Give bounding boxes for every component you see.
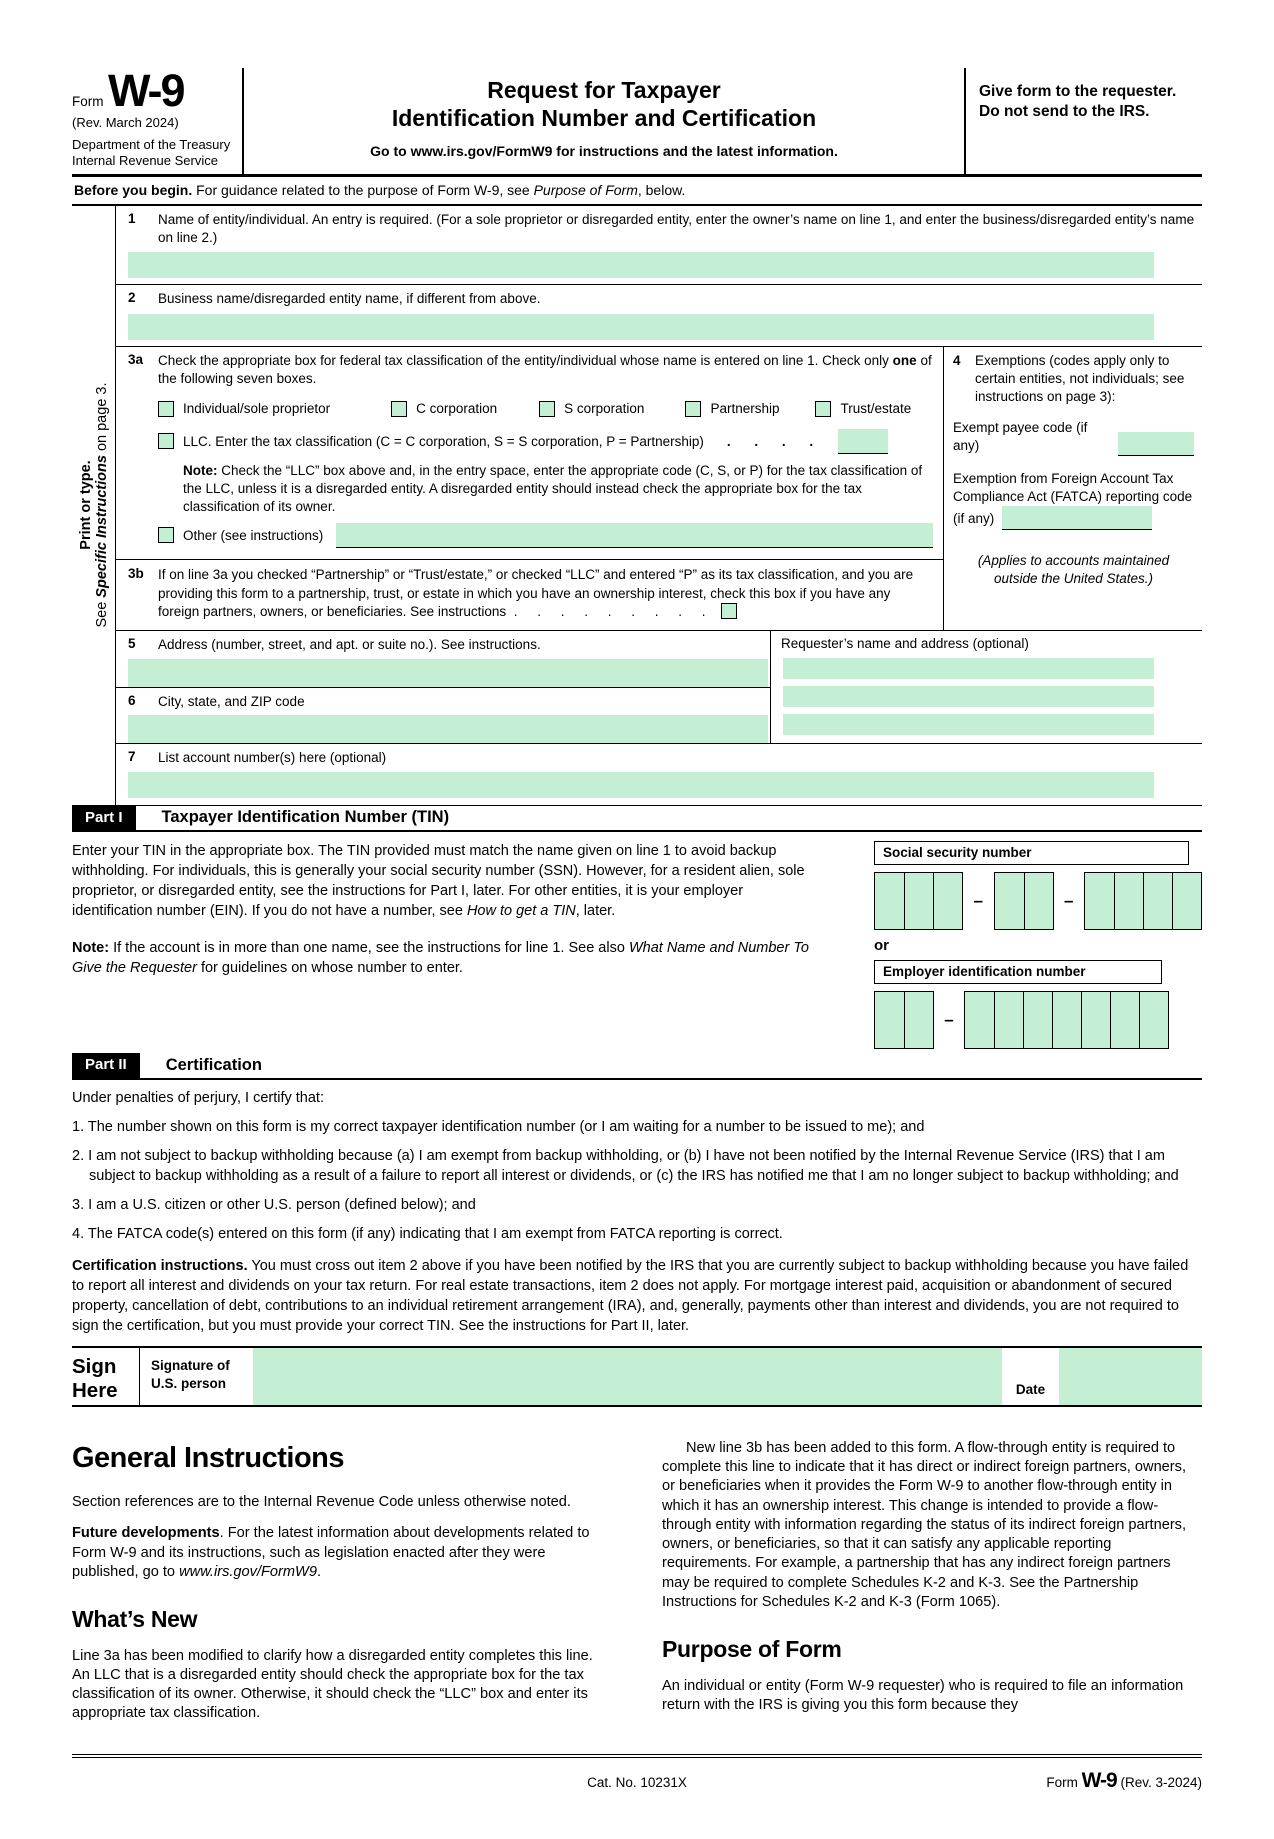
row-line-3b xyxy=(116,559,943,631)
ein-cell[interactable] xyxy=(1052,992,1081,1048)
row-line-7 xyxy=(116,744,1202,798)
fatca-label: Exemption from Foreign Account Tax Compliance Act (FATCA) reporting code (if any) xyxy=(953,470,1193,527)
ssn-cell[interactable] xyxy=(1024,873,1053,929)
ein-cell[interactable] xyxy=(994,992,1023,1048)
option-individual-sole-proprietor xyxy=(158,401,330,417)
applies-note: (Applies to accounts maintained outside the United States.) xyxy=(977,553,1170,587)
ssn-cell[interactable] xyxy=(1172,873,1201,929)
sign-here-row xyxy=(72,1346,1202,1407)
irs-url-instructions: www.irs.gov/FormW9 xyxy=(179,1563,317,1580)
ein-dash: – xyxy=(944,1009,954,1029)
purpose-of-form-paragraph: An individual or entity (Form W-9 requester) who is required to file an information return with the IRS is giving you this form because they xyxy=(662,1677,1184,1713)
input-date[interactable] xyxy=(1059,1348,1202,1405)
ssn-cell[interactable] xyxy=(875,873,904,929)
option-trust-estate xyxy=(815,401,911,417)
ein-cell[interactable] xyxy=(965,992,994,1048)
option-llc xyxy=(158,429,933,454)
certification-item-4: 4. The FATCA code(s) entered on this form (if any) indicating that I am exempt from FATCA reporting is correct. xyxy=(72,1225,783,1242)
footer-rule xyxy=(72,1754,1202,1758)
ssn-label: Social security number xyxy=(874,841,1189,865)
footer-form-id: Form W-9 (Rev. 3-2024) xyxy=(1046,1768,1202,1792)
footer xyxy=(72,1769,1202,1799)
row-line-1 xyxy=(116,206,1202,285)
label-s-corporation: S corporation xyxy=(564,401,645,417)
catalog-number: Cat. No. 10231X xyxy=(587,1774,687,1790)
line2-number: 2 xyxy=(128,290,136,306)
give-form-notice: Give form to the requester. Do not send to the IRS. xyxy=(964,68,1202,174)
ein-label: Employer identification number xyxy=(874,960,1162,984)
purpose-of-form-heading: Purpose of Form xyxy=(662,1636,842,1663)
line5-label: Address (number, street, and apt. or suite no.). See instructions. xyxy=(158,637,541,653)
input-account-numbers-line7[interactable] xyxy=(128,772,1154,798)
input-llc-classification-code[interactable] xyxy=(838,429,888,454)
ein-cell[interactable] xyxy=(904,992,933,1048)
part2-title: Certification xyxy=(165,1055,262,1074)
exempt-payee-line xyxy=(953,419,1194,455)
input-city-state-zip-line6[interactable] xyxy=(128,715,768,743)
row-line-2 xyxy=(116,285,1202,346)
checkbox-c-corporation[interactable] xyxy=(391,401,407,417)
part1-header-bar xyxy=(72,805,1202,832)
exemptions-column xyxy=(944,347,1202,631)
certification-instructions: Certification instructions. You must cross out item 2 above if you have been notified by the IRS that you are currently subject to backup withholding because you have failed to report all interest and dividends on your tax return. For real estate transactions, item 2 does not apply. For mortgage interest paid, acquisition or abandonment of secured property, cancellation of debt, contributions to an individual retirement arrangement (IRA), and, generally, payments other than interest and dividends, you are not required to sign the certification, but you must provide your correct TIN. See the instructions for Part II, later. xyxy=(72,1257,1189,1334)
line6-number: 6 xyxy=(128,692,136,708)
future-developments-paragraph: Future developments. For the latest information about developments related to Form W-9 and its instructions, such as legislation enacted after they were published, go to www.irs.gov/FormW9. xyxy=(72,1525,590,1580)
sign-here-label: Sign Here xyxy=(72,1354,118,1402)
ein-cell[interactable] xyxy=(1110,992,1139,1048)
option-partnership xyxy=(685,401,779,417)
tin-panel xyxy=(874,841,1202,1049)
input-business-name-line2[interactable] xyxy=(128,314,1154,340)
classification-checkbox-row xyxy=(158,401,933,417)
part1-paragraph: Enter your TIN in the appropriate box. The TIN provided must match the name given on line 1 to avoid backup withholding. For individuals, this is generally your social security number (SSN). However, for a resident alien, sole proprietor, or disregarded entity, see the instructions for Part I, later. For other entities, it is your employer identification number (EIN). If you do not have a number, see How to get a TIN, later. xyxy=(72,842,805,919)
line4-number: 4 xyxy=(953,352,961,368)
checkbox-individual-sole-proprietor[interactable] xyxy=(158,401,174,417)
requester-label: Requester’s name and address (optional) xyxy=(781,636,1029,652)
fatca-line xyxy=(953,470,1194,530)
line6-label: City, state, and ZIP code xyxy=(158,693,305,709)
option-s-corporation xyxy=(539,401,644,417)
or-label: or xyxy=(874,936,889,954)
ssn-cell[interactable] xyxy=(904,873,933,929)
ein-cell[interactable] xyxy=(875,992,904,1048)
requester-column xyxy=(771,631,1202,742)
line3a-number: 3a xyxy=(128,351,144,367)
checkbox-trust-estate[interactable] xyxy=(815,401,831,417)
ssn-dash-2: – xyxy=(1064,890,1074,910)
line7-label: List account number(s) here (optional) xyxy=(158,749,387,765)
general-instructions-heading: General Instructions xyxy=(72,1441,345,1474)
line2-label: Business name/disregarded entity name, if different from above. xyxy=(158,291,541,307)
ssn-group-2 xyxy=(994,872,1054,930)
input-requester-line1[interactable] xyxy=(783,658,1154,679)
ssn-cell[interactable] xyxy=(1085,873,1114,929)
label-other: Other (see instructions) xyxy=(183,527,324,543)
input-requester-line3[interactable] xyxy=(783,714,1154,735)
ssn-dash-1: – xyxy=(973,890,983,910)
certification-item-2: 2. I am not subject to backup withholding because (a) I am exempt from backup withholding, or (b) I have not been notified by the Internal Revenue Service (IRS) that I am subject to backup withholding as a result of a failure to report all interest or dividends, or (c) the IRS has notified me that I am no longer subject to backup withholding; and xyxy=(72,1147,1179,1184)
part2-body xyxy=(72,1080,1202,1336)
label-c-corporation: C corporation xyxy=(416,401,498,417)
ssn-cell[interactable] xyxy=(1143,873,1172,929)
part2-chip: Part II xyxy=(72,1053,140,1078)
line3b-dot-leader: . . . . . . . . . xyxy=(513,604,714,620)
part1-body xyxy=(72,832,1202,1053)
row-lines-5-6 xyxy=(116,631,1202,743)
row-line-3 xyxy=(116,347,1202,632)
instructions-right-column xyxy=(662,1439,1202,1736)
date-label: Date xyxy=(1015,1381,1046,1397)
row-line-3a xyxy=(116,347,943,559)
ssn-group-1 xyxy=(874,872,963,930)
form-title-line1: Request for Taxpayer xyxy=(487,77,721,103)
form-number: W-9 xyxy=(107,65,184,116)
label-partnership: Partnership xyxy=(710,401,780,417)
form-header xyxy=(72,65,1202,177)
exempt-payee-label: Exempt payee code (if any) xyxy=(953,420,1088,454)
line5-number: 5 xyxy=(128,636,136,652)
instructions-left-column xyxy=(72,1439,612,1736)
ein-group-2 xyxy=(964,991,1169,1049)
input-name-line1[interactable] xyxy=(128,252,1154,278)
row-line-6 xyxy=(116,688,770,743)
row-line-5 xyxy=(116,631,770,687)
tax-classification-column xyxy=(116,347,944,631)
ssn-cell[interactable] xyxy=(995,873,1024,929)
whats-new-paragraph: Line 3a has been modified to clarify how a disregarded entity completes this line. An LLC that is a disregarded entity should check the appropriate box for the tax classification of its owner. Otherwise, it should check the “LLC” box and enter its appropriate tax classification. xyxy=(72,1647,593,1722)
ein-cell[interactable] xyxy=(1139,992,1168,1048)
input-signature[interactable] xyxy=(253,1348,1002,1405)
whats-new-heading: What’s New xyxy=(72,1606,198,1633)
certification-item-1: 1. The number shown on this form is my correct taxpayer identification number (or I am waiting for a number to be issued to me); and xyxy=(72,1118,925,1135)
checkbox-llc[interactable] xyxy=(158,433,174,449)
checkbox-partnership[interactable] xyxy=(685,401,701,417)
agency-line: Internal Revenue Service xyxy=(72,153,218,169)
print-or-type-strip xyxy=(72,206,115,805)
ssn-cells xyxy=(874,872,1202,930)
line3b-text: If on line 3a you checked “Partnership” or “Trust/estate,” or checked “LLC” and entered “P” as its tax classification, and you are providing this form to a partnership, trust, or estate in which you have an ownership interest, check this box if you have any foreign partners, owners, or beneficiaries. See instructions . . . . . . . . . xyxy=(158,566,914,620)
label-individual-sole-proprietor: Individual/sole proprietor xyxy=(183,401,331,417)
llc-dot-leader: . . . . xyxy=(726,433,824,449)
ein-cells xyxy=(874,991,1202,1049)
signature-of-label: Signature of U.S. person xyxy=(139,1348,253,1405)
line3b-number: 3b xyxy=(128,565,144,581)
form-title-block xyxy=(244,68,964,174)
line4-label: Exemptions (codes apply only to certain entities, not individuals; see instructions on page 3): xyxy=(975,352,1185,404)
option-c-corporation xyxy=(391,401,497,417)
certification-intro: Under penalties of perjury, I certify that: xyxy=(72,1089,324,1106)
part2-header-bar xyxy=(72,1053,1202,1080)
line1-number: 1 xyxy=(128,210,136,226)
form-main-grid xyxy=(72,206,1202,805)
part1-instructions xyxy=(72,841,814,1049)
input-other-classification[interactable] xyxy=(336,523,933,548)
ein-group-1 xyxy=(874,991,934,1049)
label-llc: LLC. Enter the tax classification (C = C corporation, S = S corporation, P = Partnership) xyxy=(183,433,704,449)
instructions-section xyxy=(72,1439,1202,1736)
ssn-cell[interactable] xyxy=(1114,873,1143,929)
form-word: Form xyxy=(72,94,104,109)
part1-chip: Part I xyxy=(72,806,136,830)
form-revision: (Rev. March 2024) xyxy=(72,115,179,130)
input-requester-line2[interactable] xyxy=(783,686,1154,707)
ssn-cell[interactable] xyxy=(933,873,962,929)
irs-url: www.irs.gov/FormW9 xyxy=(410,143,553,160)
line1-label: Name of entity/individual. An entry is required. (For a sole proprietor or disregarded entity, enter the owner’s name on line 1, and enter the business/disregarded entity’s name on line 2.) xyxy=(158,211,1195,246)
form-rows xyxy=(115,206,1202,805)
print-or-type-text: Print or type. See Specific Instructions on page 3. xyxy=(77,382,110,628)
checkbox-3b-foreign-partners[interactable] xyxy=(721,603,737,619)
form-title-line2: Identification Number and Certification xyxy=(391,105,817,132)
ssn-group-3 xyxy=(1084,872,1202,930)
part1-note: Note: If the account is in more than one name, see the instructions for line 1. See also What Name and Number To Give the Requester for guidelines on whose number to enter. xyxy=(72,939,809,976)
section-references-paragraph: Section references are to the Internal Revenue Code unless otherwise noted. xyxy=(72,1494,571,1511)
input-exempt-payee-code[interactable] xyxy=(1118,432,1194,456)
input-address-line5[interactable] xyxy=(128,659,768,687)
label-trust-estate: Trust/estate xyxy=(840,401,912,417)
line3a-label: Check the appropriate box for federal tax classification of the entity/individual whose name is entered on line 1. Check only one of the following seven boxes. xyxy=(158,352,932,386)
ein-cell[interactable] xyxy=(1081,992,1110,1048)
department-line: Department of the Treasury xyxy=(72,136,231,152)
input-fatca-code[interactable] xyxy=(1002,506,1152,530)
checkbox-other[interactable] xyxy=(158,527,174,543)
before-you-begin-line: Before you begin. For guidance related to the purpose of Form W-9, see Purpose of Form, below. xyxy=(72,177,1202,206)
option-other xyxy=(158,523,933,548)
part1-title: Taxpayer Identification Number (TIN) xyxy=(161,808,450,827)
ein-cell[interactable] xyxy=(1023,992,1052,1048)
line7-number: 7 xyxy=(128,748,136,764)
new-line-3b-paragraph: New line 3b has been added to this form. A flow-through entity is required to complete this line to indicate that it has direct or indirect foreign partners, owners, or beneficiaries when it provides the Form W-9 to another flow-through entity in which it has an ownership interest. This change is intended to provide a flow-through entity with information regarding the status of its indirect foreign partners, owners, or beneficiaries, so that it can satisfy any applicable reporting requirements. For example, a partnership that has any indirect foreign partners may be required to complete Schedules K-2 and K-3. See the Partnership Instructions for Schedules K-2 and K-3 (Form 1065). xyxy=(662,1439,1187,1610)
goto-instructions-line: Go to www.irs.gov/FormW9 for instructions and the latest information. xyxy=(370,143,838,160)
form-identity-block xyxy=(72,65,244,174)
certification-item-3: 3. I am a U.S. citizen or other U.S. person (defined below); and xyxy=(72,1196,476,1213)
checkbox-s-corporation[interactable] xyxy=(539,401,555,417)
address-column xyxy=(116,631,771,742)
llc-note: Note: Check the “LLC” box above and, in the entry space, enter the appropriate code (C, S, or P) for the tax classification of the LLC, unless it is a disregarded entity. A disregarded entity should instead check the appropriate box for the tax classification of its owner. xyxy=(183,462,923,515)
